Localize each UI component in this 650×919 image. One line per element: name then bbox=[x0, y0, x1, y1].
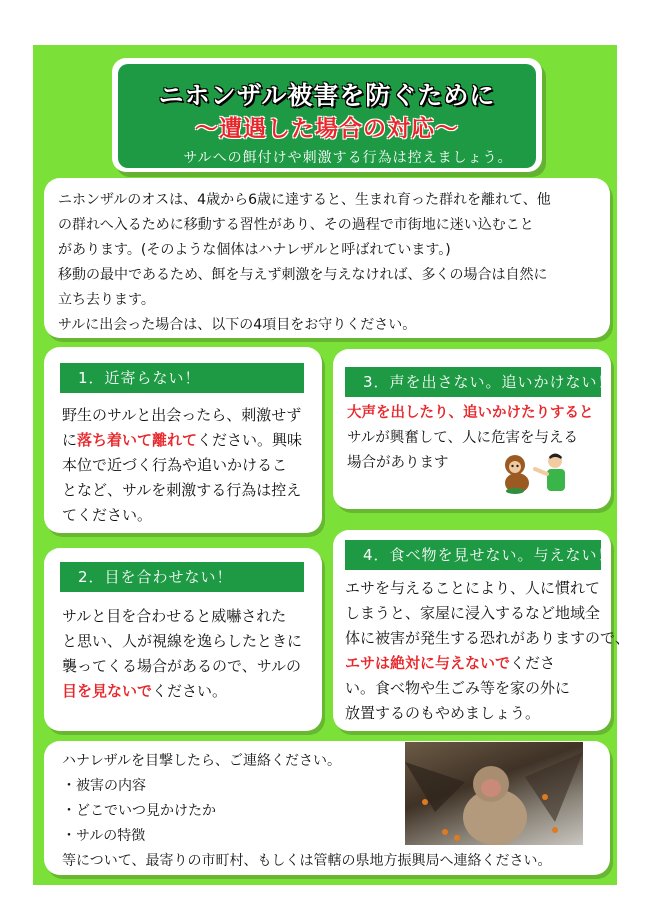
persimmon-shape bbox=[454, 835, 460, 841]
item-line: に落ち着いて離れてください。興味 bbox=[62, 431, 303, 449]
item-card-2 bbox=[44, 548, 322, 731]
item-line: サルと目を合わせると威嚇された bbox=[62, 607, 287, 625]
item-line: 野生のサルと出会ったら、刺激せず bbox=[62, 406, 302, 424]
intro-card bbox=[44, 178, 610, 338]
monkey-face-shape bbox=[481, 779, 501, 797]
item-line: 放置するのもやめましょう。 bbox=[345, 704, 541, 722]
emphasis-text: 落ち着いて離れて bbox=[77, 431, 198, 449]
emphasis-text: 目を見ないで bbox=[62, 682, 153, 700]
person-arm-shape bbox=[535, 469, 547, 474]
monkey-bag-shape bbox=[506, 488, 524, 494]
contact-line: ハナレザルを目撃したら、ご連絡ください。 bbox=[62, 753, 342, 769]
contact-line: ・被害の内容 bbox=[62, 778, 146, 794]
emphasis-text: 大声を出したり、追いかけたりすると bbox=[347, 405, 594, 421]
intro-line: サルに出会った場合は、以下の4項目をお守りください。 bbox=[58, 317, 417, 333]
intro-line: 立ち去ります。 bbox=[58, 292, 155, 308]
monkey-and-person-illustration bbox=[495, 447, 575, 497]
item-line: 目を見ないでください。 bbox=[62, 682, 228, 700]
item-line: サルが興奮して、人に危害を与える bbox=[347, 430, 578, 446]
intro-line: 移動の最中であるため、餌を与えず刺激を与えなければ、多くの場合は自然に bbox=[58, 267, 548, 283]
intro-line: の群れへ入るために移動する習性があり、その過程で市街地に迷い込むこと bbox=[58, 217, 534, 233]
item-line: と思い、人が視線を逸らしたときに bbox=[62, 632, 303, 650]
branch-shape bbox=[525, 752, 583, 822]
persimmon-shape bbox=[542, 794, 548, 800]
item-line: エサを与えることにより、人に慣れて bbox=[345, 579, 601, 597]
persimmon-shape bbox=[442, 829, 448, 835]
item-line: しまうと、家屋に浸入するなど地域全 bbox=[345, 604, 601, 622]
intro-line: があります。(そのような個体はハナレザルと呼ばれています。) bbox=[58, 242, 451, 258]
item-line: 本位で近づく行為や追いかけるこ bbox=[62, 456, 288, 474]
item-text-4 bbox=[345, 576, 630, 726]
item-text-2 bbox=[62, 604, 302, 704]
item-label-3: 3．声を出さない。追いかけない！ bbox=[345, 367, 601, 397]
item-line: 体に被害が発生する恐れがありますので、 bbox=[345, 629, 630, 647]
monkey-eye-shape bbox=[511, 465, 513, 467]
page-subtitle: ～遭遇した場合の対応～ bbox=[195, 116, 459, 142]
intro-line: ニホンザルのオスは、4歳から6歳に達すると、生まれ育った群れを離れて、他 bbox=[58, 192, 551, 208]
monkey-eye-shape bbox=[516, 465, 518, 467]
item-line: エサは絶対に与えないでくださ bbox=[345, 654, 556, 672]
branch-shape bbox=[405, 762, 465, 812]
person-shirt-shape bbox=[547, 469, 565, 491]
item-line: い。食べ物や生ごみ等を家の外に bbox=[345, 679, 571, 697]
item-label-2: 2．目を合わせない！ bbox=[60, 562, 304, 592]
monkey-photo-drawing bbox=[405, 742, 583, 845]
intro-text bbox=[58, 188, 603, 338]
item-card-1 bbox=[44, 347, 322, 533]
item-line: となど、サルを刺激する行為は控え bbox=[62, 481, 302, 499]
item-text-1 bbox=[62, 403, 302, 528]
item-card-4 bbox=[333, 530, 630, 731]
item-line: 場合があります bbox=[347, 455, 449, 471]
monkey-face-shape bbox=[509, 461, 521, 473]
item-label-1: 1．近寄らない！ bbox=[60, 363, 304, 393]
persimmon-shape bbox=[422, 799, 428, 805]
contact-line: ・どこでいつ見かけたか bbox=[62, 803, 216, 819]
contact-line: 等について、最寄りの市町村、もしくは管轄の県地方振興局へ連絡ください。 bbox=[62, 853, 552, 869]
persimmon-shape bbox=[552, 827, 558, 833]
page-title: ニホンザル被害を防ぐために bbox=[158, 81, 496, 110]
emphasis-text: エサは絶対に与えないで bbox=[345, 654, 511, 672]
contact-line: ・サルの特徴 bbox=[62, 828, 146, 844]
title-note: サルへの餌付けや刺激する行為は控えましょう。 bbox=[183, 150, 513, 166]
monkey-photo bbox=[405, 742, 583, 845]
item-line: 襲ってくる場合があるので、サルの bbox=[62, 657, 301, 675]
item-label-4: 4．食べ物を見せない。与えない！ bbox=[345, 540, 601, 570]
item-line: てください。 bbox=[62, 506, 153, 524]
